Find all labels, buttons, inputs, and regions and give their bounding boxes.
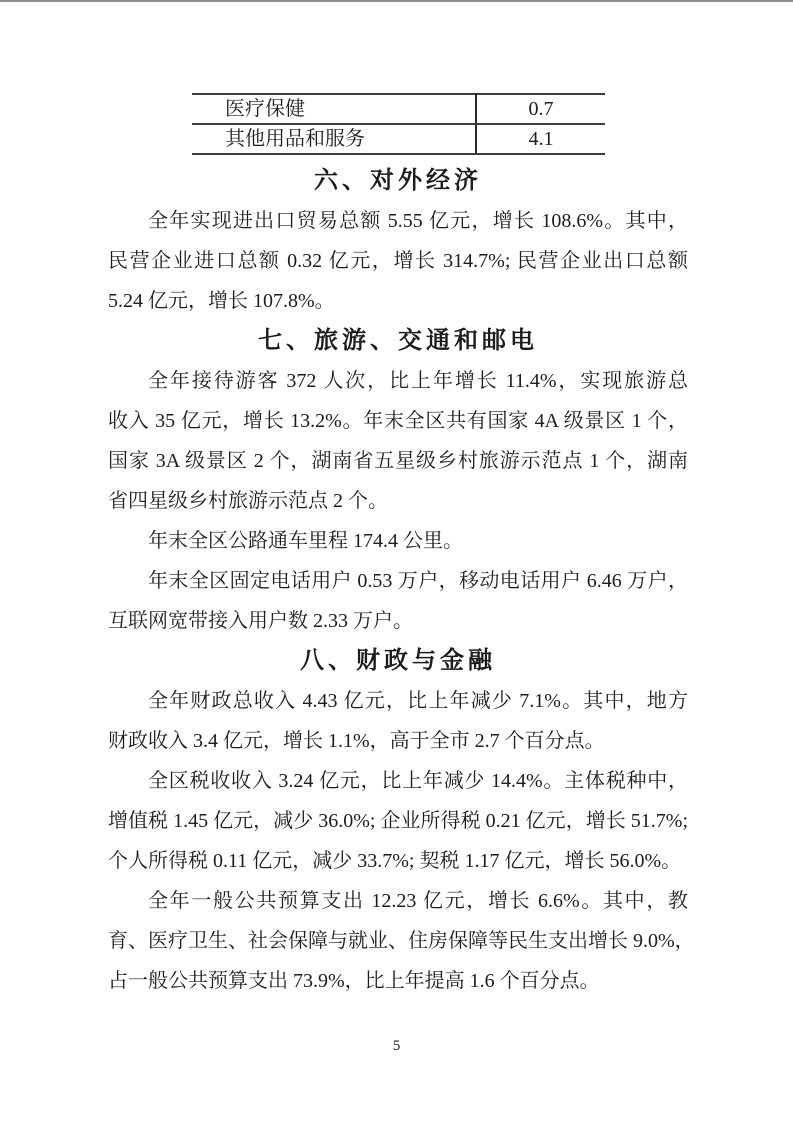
paragraph-line: 财政收入 3.4 亿元，增长 1.1%，高于全市 2.7 个百分点。 <box>108 730 605 752</box>
paragraph-line: 民营企业进口总额 0.32 亿元，增长 314.7%; 民营企业出口总额 <box>108 250 688 272</box>
section-heading: 八、财政与金融 <box>300 647 496 674</box>
table-body <box>192 94 605 154</box>
table-cell-label: 其他用品和服务 <box>192 124 476 154</box>
section-heading: 七、旅游、交通和邮电 <box>258 327 538 354</box>
paragraph-line: 全年一般公共预算支出 12.23 亿元，增长 6.6%。其中，教 <box>148 890 688 912</box>
table-cell-value: 4.1 <box>476 124 605 154</box>
table-cell-label: 医疗保健 <box>192 94 476 124</box>
paragraph-line: 收入 35 亿元，增长 13.2%。年末全区共有国家 4A 级景区 1 个， <box>108 410 688 432</box>
paragraph <box>108 521 688 561</box>
paragraph-line: 全年财政总收入 4.43 亿元，比上年减少 7.1%。其中，地方 <box>148 690 688 712</box>
paragraph-line: 国家 3A 级景区 2 个，湖南省五星级乡村旅游示范点 1 个，湖南 <box>108 450 688 472</box>
paragraph-line: 全年实现进出口贸易总额 5.55 亿元，增长 108.6%。其中， <box>148 210 688 232</box>
paragraph-line: 年末全区公路通车里程 174.4 公里。 <box>148 530 463 552</box>
paragraph <box>108 681 688 761</box>
page-top-edge-line <box>0 0 793 2</box>
paragraph-line: 增值税 1.45 亿元，减少 36.0%; 企业所得税 0.21 亿元，增长 51.7%; <box>108 810 688 832</box>
sections <box>108 161 695 1001</box>
paragraph-line: 5.24 亿元，增长 107.8%。 <box>108 290 335 312</box>
paragraph-line: 占一般公共预算支出 73.9%，比上年提高 1.6 个百分点。 <box>108 970 600 992</box>
paragraph-line: 省四星级乡村旅游示范点 2 个。 <box>108 490 388 512</box>
table-row <box>192 124 605 154</box>
paragraph <box>108 881 695 1001</box>
paragraph-line: 个人所得税 0.11 亿元，减少 33.7%; 契税 1.17 亿元，增长 56.0%。 <box>108 850 682 872</box>
paragraph <box>108 361 688 521</box>
section-heading: 六、对外经济 <box>314 167 482 194</box>
page-number: 5 <box>392 1038 401 1054</box>
table-row <box>192 94 605 124</box>
paragraph-line: 全区税收收入 3.24 亿元，比上年减少 14.4%。主体税种中， <box>148 770 688 792</box>
content <box>108 93 695 1001</box>
page-footer <box>0 1037 793 1055</box>
price-index-table <box>192 93 605 155</box>
paragraph-line: 全年接待游客 372 人次，比上年增长 11.4%，实现旅游总 <box>148 370 688 392</box>
paragraph <box>108 561 688 641</box>
paragraph-line: 育、医疗卫生、社会保障与就业、住房保障等民生支出增长 9.0%， <box>108 930 695 952</box>
paragraph <box>108 201 688 321</box>
paragraph-line: 互联网宽带接入用户数 2.33 万户。 <box>108 610 413 632</box>
table-cell-value: 0.7 <box>476 94 605 124</box>
paragraph-line: 年末全区固定电话用户 0.53 万户，移动电话用户 6.46 万户， <box>148 570 688 592</box>
paragraph <box>108 761 688 881</box>
